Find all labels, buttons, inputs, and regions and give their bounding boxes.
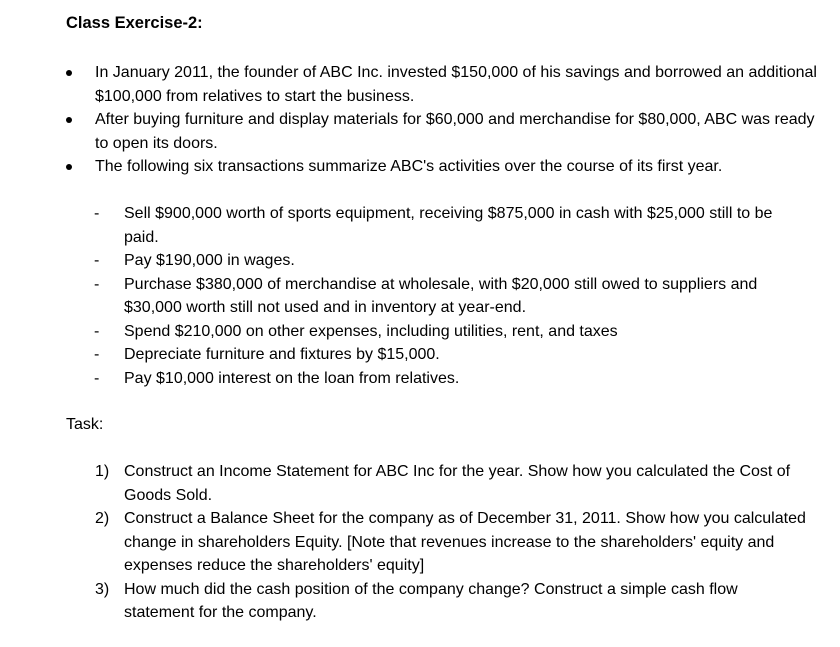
transaction-item: [0, 202, 840, 249]
task-item: [0, 460, 840, 507]
bullet-text: The following six transactions summarize ABC's activities over the course of its first year.: [95, 158, 723, 175]
task-number: 3): [95, 580, 110, 598]
bullet-text: After buying furniture and display materials for $60,000 and merchandise for $80,000, ABC was ready to open its doors.: [95, 111, 815, 152]
transaction-item: [0, 343, 840, 367]
bullet-dot-icon: [66, 164, 72, 170]
task-number: 2): [95, 510, 110, 527]
transaction-text: Pay $190,000 in wages.: [124, 252, 295, 269]
transaction-text: Pay $10,000 interest on the loan from relatives.: [124, 369, 460, 387]
task-text: Construct an Income Statement for ABC Inc for the year. Show how you calculated the Cost of Goods Sold.: [124, 463, 791, 504]
dash-icon: -: [94, 205, 100, 222]
transaction-text: Sell $900,000 worth of sports equipment, receiving $875,000 in cash with $25,000 still to be paid.: [124, 205, 773, 246]
transaction-text: Purchase $380,000 of merchandise at wholesale, with $20,000 still owed to suppliers and $30,000 worth still not used and in inventory at year-end.: [124, 275, 758, 316]
transaction-item: [0, 320, 840, 344]
dash-icon: -: [94, 369, 100, 387]
dash-icon: -: [94, 252, 100, 269]
dash-icon: -: [94, 275, 100, 293]
task-heading: Task:: [66, 416, 104, 433]
dash-icon: -: [94, 346, 100, 363]
task-list: [0, 460, 840, 625]
bullet-dot-icon: [66, 70, 72, 76]
bullet-text: In January 2011, the founder of ABC Inc. invested $150,000 of his savings and borrowed an additional $100,000 from relatives to start the business.: [95, 64, 817, 105]
bullet-item: [0, 61, 840, 108]
task-item: [0, 507, 840, 578]
task-text: How much did the cash position of the company change? Construct a simple cash flow statement for the company.: [124, 580, 738, 621]
task-number: 1): [95, 463, 110, 480]
transaction-item: [0, 273, 840, 320]
bullet-item: [0, 108, 840, 155]
task-item: [0, 578, 840, 625]
transaction-list: [0, 202, 840, 390]
transaction-text: Spend $210,000 on other expenses, including utilities, rent, and taxes: [124, 322, 618, 340]
transaction-item: [0, 249, 840, 273]
transaction-text: Depreciate furniture and fixtures by $15,000.: [124, 346, 440, 363]
intro-bullet-list: [0, 61, 840, 179]
dash-icon: -: [94, 322, 100, 340]
bullet-dot-icon: [66, 117, 72, 123]
task-text: Construct a Balance Sheet for the company as of December 31, 2011. Show how you calculated change in shareholders Equity. [Note that revenues increase to the shareholders' equity and expenses reduce the shareholders' equity]: [124, 510, 806, 574]
exercise-title: Class Exercise-2:: [66, 14, 203, 32]
bullet-item: [0, 155, 840, 179]
transaction-item: [0, 367, 840, 391]
